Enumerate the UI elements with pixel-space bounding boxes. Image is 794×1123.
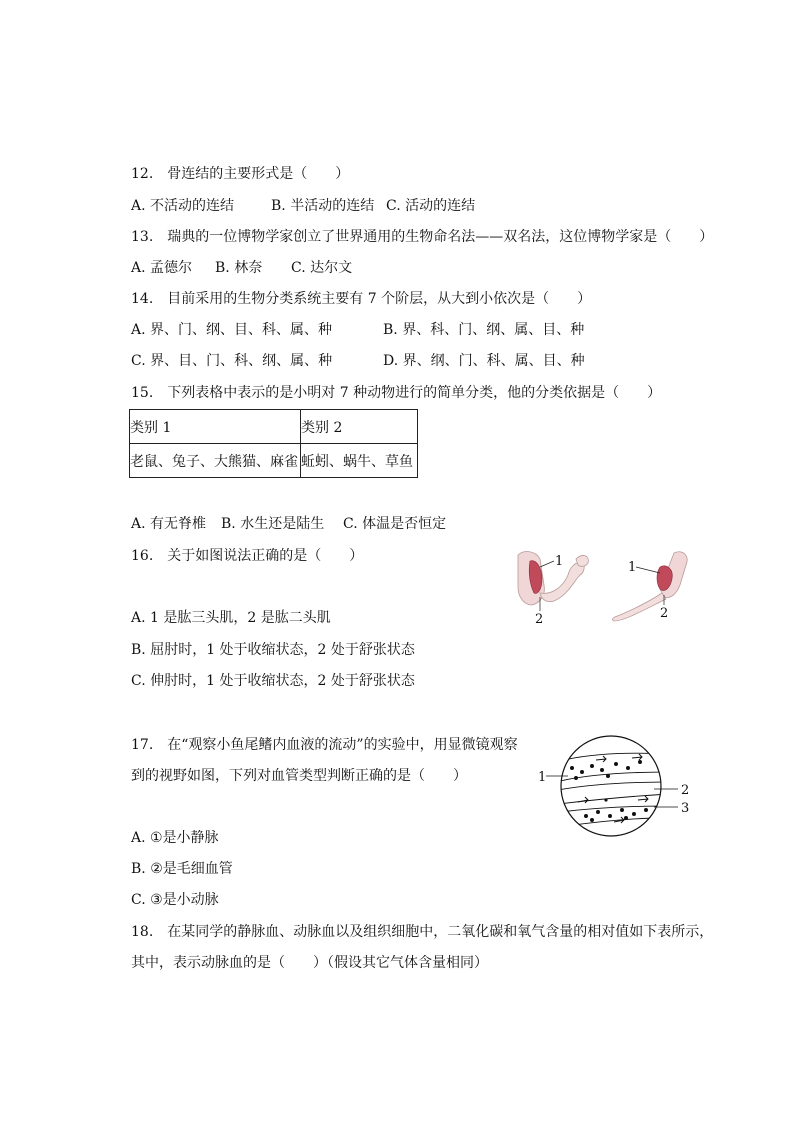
q12-option-c: C. 活动的连结 <box>386 198 476 214</box>
table-cell-category-1: 老鼠、兔子、大熊猫、麻雀 <box>130 444 301 478</box>
q17-stem-line-2: 到的视野如图，下列对血管类型判断正确的是（ ） <box>131 768 467 784</box>
q16-option-b: B. 屈肘时，1 处于收缩状态，2 处于舒张状态 <box>131 642 415 658</box>
q14-option-a: A. 界、门、纲、目、科、属、种 <box>131 322 333 338</box>
table-cell-category-2: 蚯蚓、蜗牛、草鱼 <box>301 444 418 478</box>
figure-label: 2 <box>660 606 669 621</box>
blood-vessel-microscope-figure <box>536 734 696 838</box>
q12-option-a: A. 不活动的连结 <box>131 198 235 214</box>
table-header-cell-1: 类别 1 <box>130 410 301 444</box>
q17-option-b: B. ②是毛细血管 <box>131 861 233 877</box>
extended-arm-illustration <box>612 552 687 621</box>
q17-stem-line-1: 17. 在“观察小鱼尾鳍内血液的流动”的实验中，用显微镜观察 <box>131 737 518 753</box>
q15-option-b: B. 水生还是陆生 <box>221 516 325 532</box>
q13-option-a: A. 孟德尔 <box>131 260 193 276</box>
q17-option-a: A. ①是小静脉 <box>131 830 219 846</box>
q13-stem: 13. 瑞典的一位博物学家创立了世界通用的生物命名法——双名法，这位博物学家是（ ） <box>131 229 714 245</box>
q15-option-c: C. 体温是否恒定 <box>343 516 447 532</box>
q13-option-b: B. 林奈 <box>215 260 263 276</box>
q12-option-b: B. 半活动的连结 <box>271 198 375 214</box>
q14-option-b: B. 界、科、门、纲、属、目、种 <box>383 322 585 338</box>
figure-label: 3 <box>681 801 690 816</box>
figure-label: 1 <box>628 560 637 575</box>
q16-option-c: C. 伸肘时，1 处于收缩状态，2 处于舒张状态 <box>131 673 415 689</box>
q13-option-c: C. 达尔文 <box>291 260 353 276</box>
q15-classification-table <box>129 409 418 478</box>
flexed-arm-illustration <box>518 552 588 611</box>
q15-stem: 15. 下列表格中表示的是小明对 7 种动物进行的简单分类，他的分类依据是（ ） <box>131 385 662 401</box>
table-header-row <box>130 410 418 444</box>
q12-stem: 12. 骨连结的主要形式是（ ） <box>131 166 350 182</box>
figure-label: 2 <box>535 612 544 625</box>
figure-label: 1 <box>538 770 547 785</box>
table-row <box>130 444 418 478</box>
q14-stem: 14. 目前采用的生物分类系统主要有 7 个阶层，从大到小依次是（ ） <box>131 291 592 307</box>
q16-stem: 16. 关于如图说法正确的是（ ） <box>131 548 364 564</box>
q17-option-c: C. ③是小动脉 <box>131 892 219 908</box>
q14-option-d: D. 界、纲、门、科、属、目、种 <box>383 353 585 369</box>
figure-label: 1 <box>555 554 564 569</box>
arm-muscle-figure <box>510 545 700 625</box>
q18-stem-line-1: 18. 在某同学的静脉血、动脉血以及组织细胞中，二氧化碳和氧气含量的相对值如下表所示， <box>131 924 714 940</box>
table-header-cell-2: 类别 2 <box>301 410 418 444</box>
figure-label: 2 <box>681 783 690 798</box>
q15-option-a: A. 有无脊椎 <box>131 516 207 532</box>
q14-option-c: C. 界、目、门、科、纲、属、种 <box>131 353 333 369</box>
q16-option-a: A. 1 是肱三头肌，2 是肱二头肌 <box>131 610 331 626</box>
q18-stem-line-2: 其中，表示动脉血的是（ ）（假设其它气体含量相同） <box>131 955 488 971</box>
